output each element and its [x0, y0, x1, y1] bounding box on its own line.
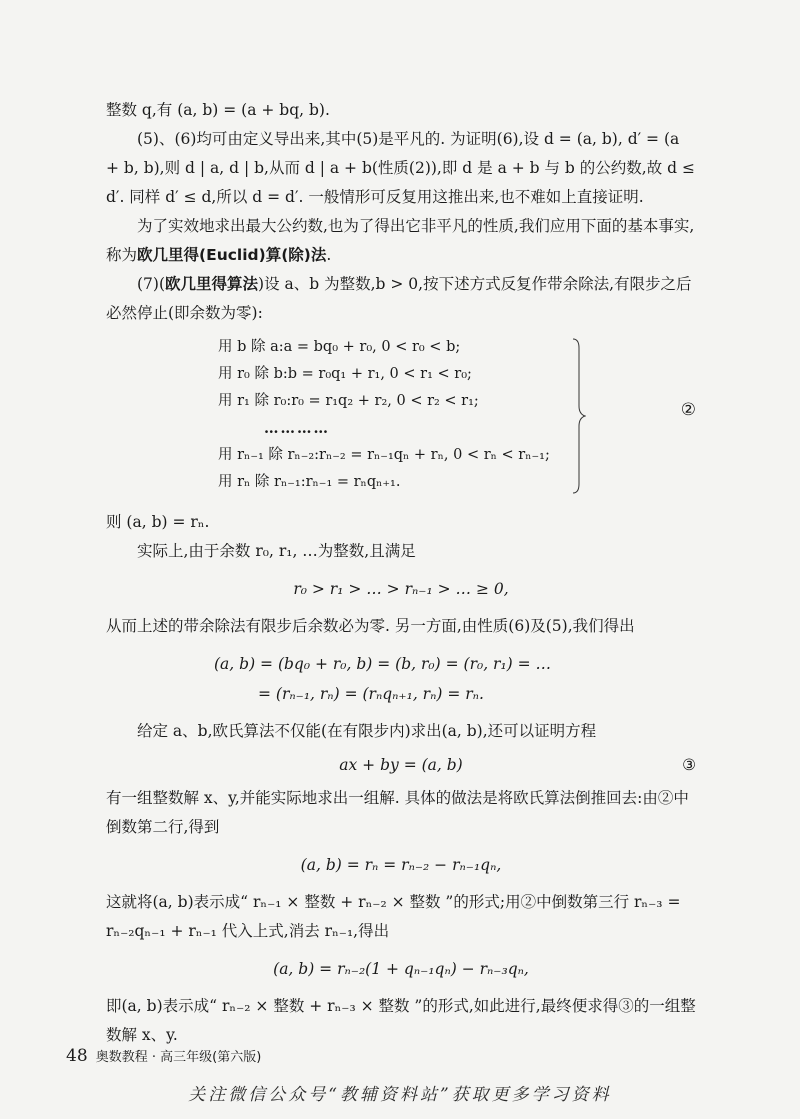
paragraph: 整数 q,有 (a, b) = (a + bq, b).	[106, 101, 330, 119]
paragraph: 则 (a, b) = rₙ.	[106, 513, 210, 531]
paragraph	[106, 212, 696, 270]
paragraph: 给定 a、b,欧氏算法不仅能(在有限步内)求出(a, b),还可以证明方程	[137, 722, 597, 740]
equation-system	[106, 334, 696, 504]
bold-term: 欧几里得(Euclid)算(除)法	[137, 246, 327, 264]
paragraph: 即(a, b)表示成“ rₙ₋₂ × 整数 + rₙ₋₃ × 整数 ”的形式,如此进行,最终便求得③的一组整数解 x、y.	[106, 997, 696, 1044]
equation: r₀ > r₁ > … > rₙ₋₁ > … ≥ 0,	[293, 580, 509, 598]
equation: (a, b) = rₙ = rₙ₋₂ − rₙ₋₁qₙ,	[300, 856, 502, 874]
system-line: 用 b 除 a:a = bq₀ + r₀, 0 < r₀ < b;	[218, 339, 461, 355]
paragraph: 有一组整数解 x、y,并能实际地求出一组解. 具体的做法是将欧氏算法倒推回去:由②中倒数第二行,得到	[106, 789, 689, 836]
system-line: 用 rₙ₋₁ 除 rₙ₋₂:rₙ₋₂ = rₙ₋₁qₙ + rₙ, 0 < rₙ < rₙ₋₁;	[218, 447, 550, 463]
equation-number: ②	[680, 400, 696, 420]
page-number: 48	[66, 1046, 88, 1066]
paragraph: 这就将(a, b)表示成“ rₙ₋₁ × 整数 + rₙ₋₂ × 整数 ”的形式;用②中倒数第三行 rₙ₋₃ = rₙ₋₂qₙ₋₁ + rₙ₋₁ 代入上式,消去 rₙ₋₁,得出	[106, 893, 681, 940]
text-run: )设 a、b 为整数,b > 0,按下述方式反复作带余除法,有限步之后必然停止(即余数为零):	[106, 275, 692, 322]
system-line: 用 r₁ 除 r₀:r₀ = r₁q₂ + r₂, 0 < r₂ < r₁;	[218, 393, 479, 409]
equation-line: = (rₙ₋₁, rₙ) = (rₙqₙ₊₁, rₙ) = rₙ.	[258, 685, 484, 703]
system-line-ellipsis: …………	[264, 420, 330, 437]
text-run: .	[326, 246, 332, 264]
right-brace-icon	[572, 338, 586, 494]
paragraph: (5)、(6)均可由定义导出来,其中(5)是平凡的. 为证明(6),设 d = (a, b), d′ = (a + b, b),则 d | a, d | b,从而 d | a + b(性质(2)),即 d 是 a + b 与 b 的公约数,故 d ≤ d′. 同样 d′ ≤ d,所以 d = d′. 一般情形可反复用这推出来,也不难如上直接证明.	[106, 130, 695, 206]
equation-number: ③	[682, 756, 696, 774]
page-content	[106, 96, 696, 1050]
text-run: 为了实效地求出最大公约数,也为了得出它非平凡的性质,我们应用下面的基本事实,称为	[106, 217, 695, 264]
paragraph: 从而上述的带余除法有限步后余数必为零. 另一方面,由性质(6)及(5),我们得出	[106, 617, 635, 635]
watermark-text: 关注微信公众号“教辅资料站”获取更多学习资料	[188, 1085, 612, 1105]
text-run: (7)(	[137, 275, 166, 293]
equation-chain	[106, 649, 696, 709]
bold-term: 欧几里得算法	[165, 275, 259, 293]
page-footer	[66, 1046, 261, 1066]
paragraph	[106, 270, 696, 328]
equation-row	[106, 750, 696, 780]
system-line: 用 rₙ 除 rₙ₋₁:rₙ₋₁ = rₙqₙ₊₁.	[218, 474, 401, 490]
paragraph: 实际上,由于余数 r₀, r₁, …为整数,且满足	[137, 542, 416, 560]
equation-system-lines	[218, 334, 578, 496]
equation-line: (a, b) = (bq₀ + r₀, b) = (b, r₀) = (r₀, r₁) = …	[214, 655, 552, 673]
equation: (a, b) = rₙ₋₂(1 + qₙ₋₁qₙ) − rₙ₋₃qₙ,	[273, 960, 529, 978]
equation: ax + by = (a, b)	[339, 756, 463, 774]
book-title: 奥数教程 · 高三年级(第六版)	[95, 1050, 262, 1065]
system-line: 用 r₀ 除 b:b = r₀q₁ + r₁, 0 < r₁ < r₀;	[218, 366, 472, 382]
